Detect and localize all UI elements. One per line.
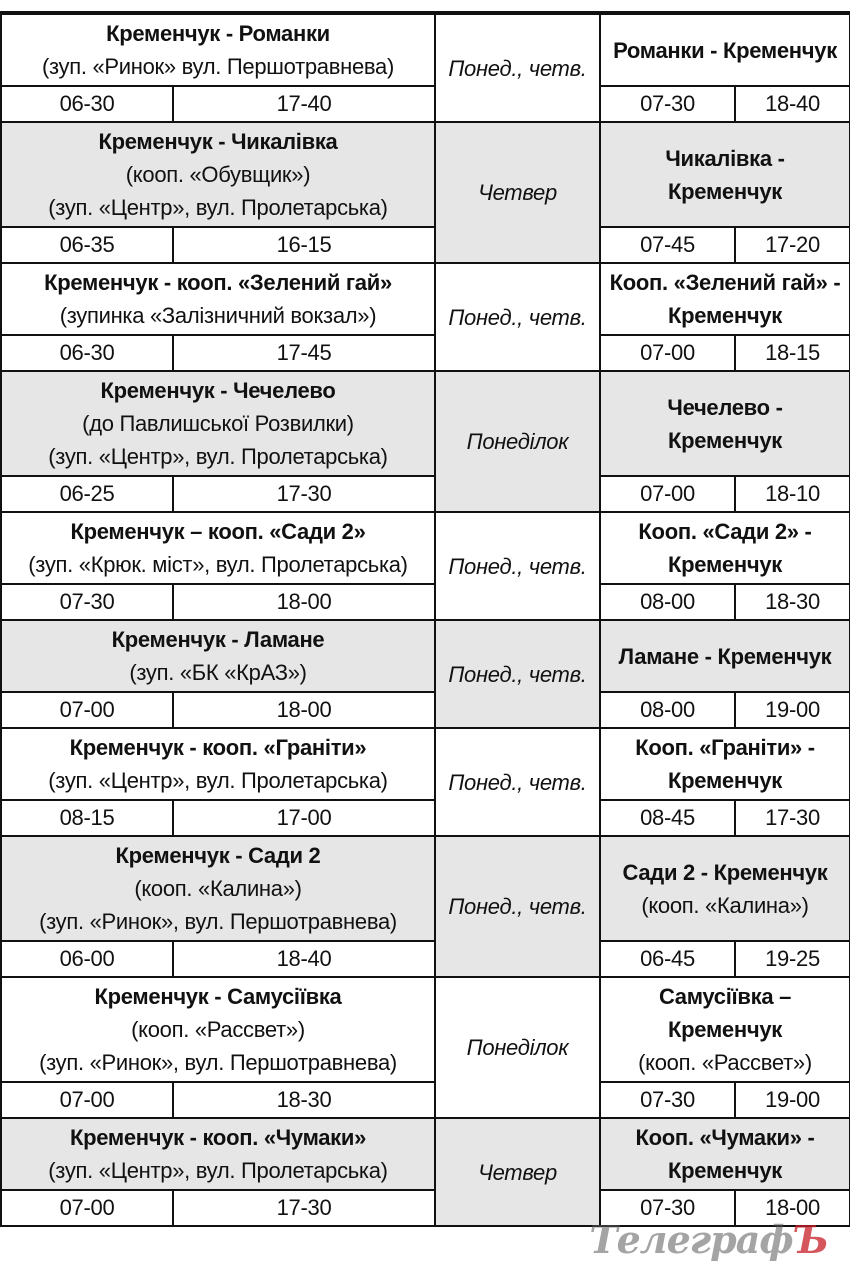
- return-route-title: Кременчук: [668, 768, 782, 793]
- times-row: [1, 692, 850, 728]
- return-route-cell: [600, 977, 850, 1082]
- return-departure-morning: 08-00: [600, 584, 735, 620]
- return-departure-evening: 18-10: [735, 476, 850, 512]
- return-route-title: Кременчук: [668, 552, 782, 577]
- outbound-stop-note: (кооп. «Калина»): [134, 876, 302, 901]
- return-route-cell: [600, 512, 850, 584]
- return-departure-morning: 07-45: [600, 227, 735, 263]
- outbound-route-cell: [1, 836, 435, 941]
- return-departure-morning: 07-30: [600, 86, 735, 122]
- outbound-stop-note: (зуп. «Крюк. міст», вул. Пролетарська): [28, 552, 408, 577]
- outbound-route-cell: [1, 728, 435, 800]
- outbound-departure-morning: 07-00: [1, 1082, 173, 1118]
- return-departure-morning: 07-00: [600, 335, 735, 371]
- return-route-title: Кооп. «Чумаки» -: [635, 1125, 815, 1150]
- times-row: [1, 941, 850, 977]
- return-route-cell: [600, 728, 850, 800]
- return-route-title: Романки - Кременчук: [613, 37, 837, 63]
- outbound-stop-note: (кооп. «Рассвет»): [131, 1017, 305, 1042]
- return-departure-evening: 18-40: [735, 86, 850, 122]
- outbound-departure-evening: 18-30: [173, 1082, 435, 1118]
- return-route-cell: [600, 1118, 850, 1190]
- return-stop-note: (кооп. «Рассвет»): [638, 1050, 812, 1075]
- times-row: [1, 86, 850, 122]
- return-departure-morning: 07-00: [600, 476, 735, 512]
- times-row: [1, 800, 850, 836]
- outbound-stop-note: (зуп. «Ринок» вул. Першотравнева): [41, 54, 395, 79]
- return-departure-evening: 18-30: [735, 584, 850, 620]
- outbound-route-title: Кременчук - Сади 2: [115, 843, 321, 868]
- operating-days: Понед., четв.: [435, 728, 600, 836]
- return-route-title: Кооп. «Граніти» -: [635, 735, 815, 760]
- outbound-departure-evening: 17-00: [173, 800, 435, 836]
- outbound-stop-note: (зуп. «Центр», вул. Пролетарська): [48, 444, 388, 469]
- outbound-departure-morning: 06-30: [1, 335, 173, 371]
- outbound-departure-morning: 06-25: [1, 476, 173, 512]
- route-row: [1, 122, 850, 227]
- return-route-title: Самусіївка –: [658, 984, 792, 1009]
- route-row: [1, 512, 850, 584]
- outbound-route-cell: [1, 122, 435, 227]
- return-route-cell: [600, 13, 850, 86]
- outbound-stop-note: (зуп. «Центр», вул. Пролетарська): [48, 768, 388, 793]
- return-route-title: Кооп. «Зелений гай» -: [609, 270, 841, 295]
- outbound-departure-morning: 07-00: [1, 1190, 173, 1226]
- operating-days: Понеділок: [435, 977, 600, 1118]
- times-row: [1, 584, 850, 620]
- return-departure-morning: 07-30: [600, 1190, 735, 1226]
- outbound-route-title: Кременчук - Романки: [106, 21, 330, 46]
- return-route-cell: [600, 371, 850, 476]
- outbound-departure-evening: 17-30: [173, 1190, 435, 1226]
- return-departure-morning: 07-30: [600, 1082, 735, 1118]
- return-route-title: Кооп. «Сади 2» -: [638, 519, 812, 544]
- return-departure-evening: 19-00: [735, 692, 850, 728]
- return-route-title: Чечелево -: [667, 394, 783, 420]
- outbound-route-cell: [1, 512, 435, 584]
- outbound-stop-note: (зуп. «БК «КрАЗ»): [129, 660, 307, 685]
- return-route-title: Кременчук: [668, 1158, 782, 1183]
- return-departure-morning: 06-45: [600, 941, 735, 977]
- outbound-stop-note: (кооп. «Обувщик»): [125, 162, 311, 187]
- operating-days: Понед., четв.: [435, 512, 600, 620]
- return-departure-evening: 18-00: [735, 1190, 850, 1226]
- telegraf-watermark: ТелеграфЪ: [589, 1217, 828, 1262]
- times-row: [1, 227, 850, 263]
- route-row: [1, 1118, 850, 1190]
- operating-days: Понед., четв.: [435, 263, 600, 371]
- return-route-cell: [600, 836, 850, 941]
- return-route-title: Кременчук: [668, 427, 782, 453]
- operating-days: Понед., четв.: [435, 836, 600, 977]
- outbound-departure-morning: 08-15: [1, 800, 173, 836]
- outbound-route-cell: [1, 1118, 435, 1190]
- return-route-title: Ламане - Кременчук: [618, 643, 832, 669]
- outbound-route-title: Кременчук - кооп. «Зелений гай»: [44, 270, 392, 295]
- outbound-stop-note: (зуп. «Центр», вул. Пролетарська): [48, 1158, 388, 1183]
- return-departure-evening: 17-30: [735, 800, 850, 836]
- outbound-stop-note: (зуп. «Центр», вул. Пролетарська): [48, 195, 388, 220]
- return-stop-note: (кооп. «Калина»): [641, 892, 809, 918]
- return-route-title: Сади 2 - Кременчук: [622, 859, 828, 885]
- return-route-title: Кременчук: [668, 303, 782, 328]
- operating-days: Четвер: [435, 1118, 600, 1226]
- outbound-departure-morning: 06-35: [1, 227, 173, 263]
- outbound-stop-note: (зуп. «Ринок», вул. Першотравнева): [39, 909, 397, 934]
- operating-days: Четвер: [435, 122, 600, 263]
- bus-schedule-table: [0, 11, 850, 1227]
- operating-days: Понед., четв.: [435, 13, 600, 122]
- return-route-title: Кременчук: [668, 178, 782, 204]
- outbound-departure-evening: 18-00: [173, 584, 435, 620]
- outbound-departure-evening: 17-30: [173, 476, 435, 512]
- route-row: [1, 13, 850, 86]
- outbound-route-title: Кременчук - кооп. «Граніти»: [69, 735, 367, 760]
- return-route-title: Чикалівка -: [665, 145, 785, 171]
- return-departure-morning: 08-45: [600, 800, 735, 836]
- return-departure-morning: 08-00: [600, 692, 735, 728]
- outbound-departure-evening: 17-45: [173, 335, 435, 371]
- times-row: [1, 476, 850, 512]
- return-route-cell: [600, 263, 850, 335]
- outbound-route-cell: [1, 263, 435, 335]
- outbound-route-title: Кременчук - кооп. «Чумаки»: [69, 1125, 367, 1150]
- outbound-route-cell: [1, 371, 435, 476]
- outbound-stop-note: (зуп. «Ринок», вул. Першотравнева): [39, 1050, 397, 1075]
- outbound-departure-morning: 07-30: [1, 584, 173, 620]
- outbound-departure-morning: 07-00: [1, 692, 173, 728]
- outbound-route-cell: [1, 977, 435, 1082]
- outbound-departure-evening: 16-15: [173, 227, 435, 263]
- route-row: [1, 263, 850, 335]
- operating-days: Понед., четв.: [435, 620, 600, 728]
- outbound-route-cell: [1, 620, 435, 692]
- route-row: [1, 620, 850, 692]
- outbound-stop-note: (зупинка «Залізничний вокзал»): [59, 303, 377, 328]
- return-departure-evening: 18-15: [735, 335, 850, 371]
- outbound-departure-morning: 06-00: [1, 941, 173, 977]
- route-row: [1, 977, 850, 1082]
- outbound-departure-evening: 17-40: [173, 86, 435, 122]
- route-row: [1, 728, 850, 800]
- times-row: [1, 335, 850, 371]
- return-route-title: Кременчук: [668, 1017, 782, 1042]
- return-departure-evening: 19-00: [735, 1082, 850, 1118]
- times-row: [1, 1082, 850, 1118]
- outbound-departure-morning: 06-30: [1, 86, 173, 122]
- return-route-cell: [600, 620, 850, 692]
- return-departure-evening: 19-25: [735, 941, 850, 977]
- operating-days: Понеділок: [435, 371, 600, 512]
- outbound-route-title: Кременчук - Самусіївка: [94, 984, 342, 1009]
- outbound-stop-note: (до Павлишської Розвилки): [82, 411, 354, 436]
- outbound-route-title: Кременчук – кооп. «Сади 2»: [70, 519, 366, 544]
- return-departure-evening: 17-20: [735, 227, 850, 263]
- outbound-departure-evening: 18-40: [173, 941, 435, 977]
- route-row: [1, 836, 850, 941]
- return-route-cell: [600, 122, 850, 227]
- outbound-route-title: Кременчук - Чечелево: [100, 378, 336, 403]
- outbound-departure-evening: 18-00: [173, 692, 435, 728]
- outbound-route-cell: [1, 13, 435, 86]
- outbound-route-title: Кременчук - Чикалівка: [98, 129, 338, 154]
- route-row: [1, 371, 850, 476]
- outbound-route-title: Кременчук - Ламане: [111, 627, 325, 652]
